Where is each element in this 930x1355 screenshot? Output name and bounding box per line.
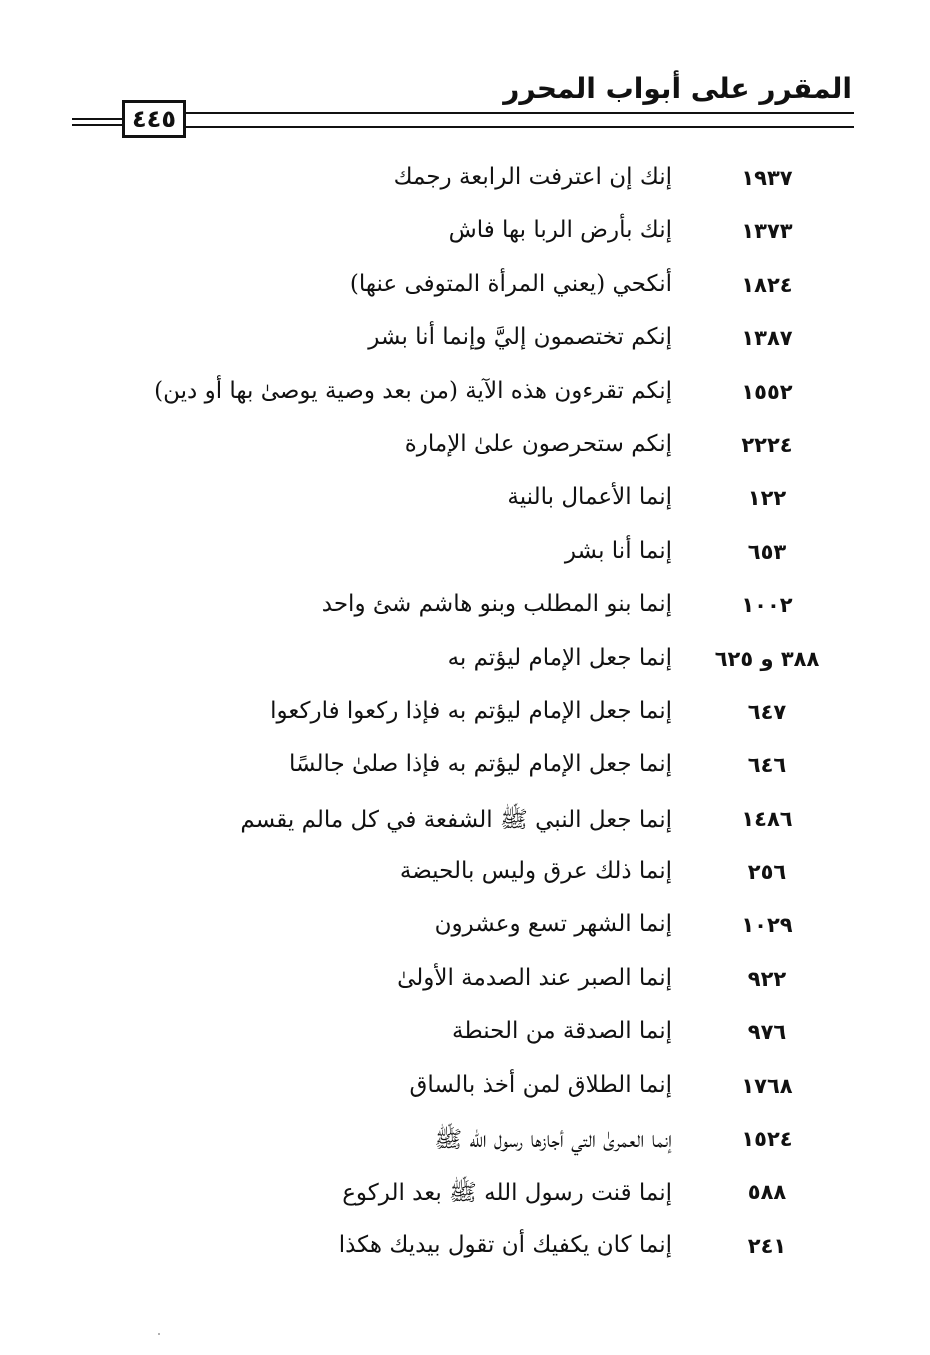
index-entry: [0, 1172, 930, 1225]
entry-number: ١٠٠٢: [741, 593, 793, 618]
entry-text: إنك بأرض الربا بها فاش: [448, 217, 672, 244]
scan-speck: [158, 1333, 160, 1335]
entry-number: ١٣٧٣: [741, 219, 793, 244]
index-entry: [0, 211, 930, 264]
index-entry: [0, 372, 930, 425]
entry-text: إنما ذلك عرق وليس بالحيضة: [399, 858, 672, 885]
entry-number: ٦٥٣: [747, 539, 787, 564]
entry-text: إنكم تختصمون إليَّ وإنما أنا بشر: [368, 324, 672, 351]
entry-text: إنما الطلاق لمن أخذ بالساق: [409, 1071, 672, 1098]
entry-number: ٩٧٦: [747, 1020, 787, 1045]
entry-text: إنما الصدقة من الحنطة: [452, 1018, 672, 1045]
index-entry: [0, 158, 930, 211]
entry-text: إنكم تقرءون هذه الآية (من بعد وصية يوصىٰ بها أو دين): [154, 377, 672, 404]
entry-number: ٩٢٢: [747, 966, 787, 991]
header-rule-left-bottom: [72, 124, 122, 126]
index-entry: [0, 852, 930, 905]
index-entry: [0, 905, 930, 958]
entry-text: إنما الأعمال بالنية: [507, 484, 672, 511]
index-entry: [0, 639, 930, 692]
index-entry: [0, 1119, 930, 1172]
entry-number: ٢٤١: [747, 1233, 787, 1258]
index-entry: [0, 692, 930, 745]
entry-number: ٢٢٢٤: [741, 432, 793, 457]
index-entry: [0, 425, 930, 478]
entry-number: ١٤٨٦: [741, 806, 793, 831]
entry-text: إنما الشهر تسع وعشرون: [434, 911, 672, 938]
index-entry: [0, 318, 930, 371]
page-number: ٤٤٥: [132, 105, 176, 133]
entry-text: إنما أنا بشر: [564, 537, 672, 564]
entry-number: ١٨٢٤: [741, 272, 793, 297]
header-rule-left-top: [72, 118, 122, 120]
page-number-box: [122, 100, 186, 138]
index-entry: [0, 745, 930, 798]
entry-number: ٢٥٦: [747, 860, 787, 885]
index-entry: [0, 265, 930, 318]
entry-text: إنك إن اعترفت الرابعة رجمك: [393, 164, 672, 190]
entry-number: ١٣٨٧: [741, 326, 793, 351]
entry-text: أنكحي (يعني المرأة المتوفى عنها): [349, 270, 672, 297]
index-entries: [0, 158, 930, 1279]
entry-number: ٦٤٦: [747, 753, 787, 778]
header-rule-right-bottom: [186, 126, 854, 128]
index-entry: [0, 1012, 930, 1065]
index-entry: [0, 478, 930, 531]
entry-number: ٦٤٧: [747, 699, 787, 724]
entry-text: إنما العمرىٰ التي أجازها رسول الله ﷺ: [434, 1127, 672, 1154]
entry-text: إنما جعل الإمام ليؤتم به: [447, 644, 672, 671]
entry-text: إنما الصبر عند الصدمة الأولىٰ: [397, 964, 672, 991]
entry-text: إنما كان يكفيك أن تقول بيديك هكذا: [338, 1231, 672, 1258]
index-entry: [0, 532, 930, 585]
index-entry: [0, 959, 930, 1012]
entry-number: ١٧٦٨: [741, 1073, 793, 1098]
entry-text: إنما جعل النبي ﷺ الشفعة في كل مالم يقسم: [240, 806, 672, 833]
entry-number: ١٥٥٢: [741, 379, 793, 404]
index-entry: [0, 1066, 930, 1119]
entry-number: ١٠٢٩: [741, 913, 793, 938]
entry-number: ١٢٢: [747, 486, 787, 511]
entry-number: ٥٨٨: [747, 1180, 787, 1205]
entry-text: إنما جعل الإمام ليؤتم به فإذا ركعوا فاركعوا: [270, 697, 672, 724]
header-rule-right-top: [186, 112, 854, 114]
running-header-title: المقرر على أبواب المحرر: [503, 72, 852, 105]
entry-text: إنما بنو المطلب وبنو هاشم شئ واحد: [321, 591, 672, 618]
entry-number: ١٥٢٤: [741, 1127, 793, 1152]
entry-text: إنما قنت رسول الله ﷺ بعد الركوع: [342, 1180, 672, 1207]
index-entry: [0, 1226, 930, 1279]
entry-text: إنما جعل الإمام ليؤتم به فإذا صلىٰ جالسًا: [288, 751, 672, 778]
entry-text: إنكم ستحرصون علىٰ الإمارة: [404, 430, 672, 457]
entry-number: ٣٨٨ و ٦٢٥: [714, 646, 820, 671]
index-entry: [0, 799, 930, 852]
entry-number: ١٩٣٧: [741, 166, 793, 190]
index-entry: [0, 585, 930, 638]
